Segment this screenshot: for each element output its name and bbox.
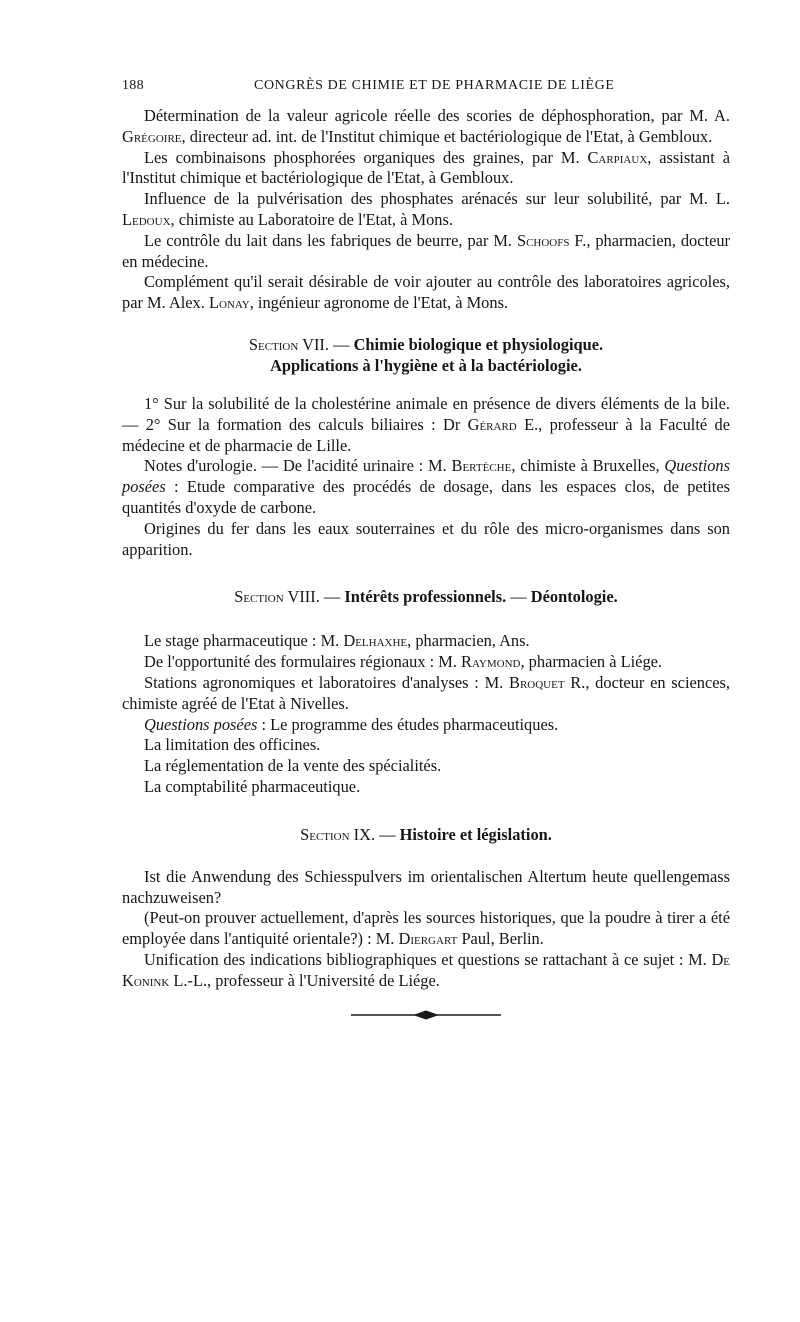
paper-entry: Unification des indications bibliographiques et questions se rattachant à ce sujet : M. De Konink L.-L., professeur à l'Université de Liége. bbox=[122, 949, 730, 990]
section-label: Section IX. bbox=[300, 824, 376, 844]
author-name: Diergart bbox=[398, 929, 458, 949]
section-label: Section VII. bbox=[248, 334, 329, 354]
questions-label: Questions posées bbox=[144, 714, 258, 734]
paper-entry: Questions posées : Le programme des études pharmaceutiques. bbox=[144, 714, 559, 734]
author-name: Gérard bbox=[467, 414, 517, 434]
paper-entry: La comptabilité pharmaceutique. bbox=[144, 776, 361, 796]
paper-entry: De l'opportunité des formulaires régionaux : M. Raymond, pharmacien à Liége. bbox=[144, 652, 663, 672]
section-7-heading: Section VII. — Chimie biologique et physiologique. Applications à l'hygiène et à la bactériologie. bbox=[122, 334, 730, 376]
paper-entry: 1° Sur la solubilité de la cholestérine animale en présence de divers éléments de la bile. — 2° Sur la formation des calculs biliaires : Dr Gérard E., professeur à la Faculté de médecine et de pharmacie de Lille. bbox=[122, 393, 730, 455]
paper-list-section-8 bbox=[122, 631, 730, 797]
section-title: Histoire et législation. bbox=[399, 824, 552, 844]
section-title: Déontologie. bbox=[530, 587, 618, 607]
paper-entry: La limitation des officines. bbox=[144, 735, 321, 755]
paper-entry: Le stage pharmaceutique : M. Delhaxhe, pharmacien, Ans. bbox=[144, 631, 530, 651]
author-name: Broquet bbox=[509, 672, 565, 692]
author-name: Lonay bbox=[208, 293, 250, 313]
paper-entry: Stations agronomiques et laboratoires d'analyses : M. Broquet R., docteur en sciences, chimiste agréé de l'Etat à Nivelles. bbox=[122, 672, 730, 713]
running-header bbox=[122, 78, 730, 100]
section-subtitle: Applications à l'hygiène et à la bactériologie. bbox=[270, 355, 582, 375]
paper-list-section-7 bbox=[122, 394, 730, 560]
author-name: Raymond bbox=[461, 652, 521, 672]
running-title: CONGRÈS DE CHIMIE ET DE PHARMACIE DE LIÈGE bbox=[254, 78, 615, 93]
author-name: Bertèche bbox=[451, 456, 512, 476]
section-8-heading: Section VIII. — Intérêts professionnels. — Déontologie. bbox=[234, 587, 618, 607]
paper-list-section-9 bbox=[122, 867, 730, 992]
paper-entry: Influence de la pulvérisation des phosphates arénacés sur leur solubilité, par M. L. Ledoux, chimiste au Laboratoire de l'Etat, à Mons. bbox=[122, 189, 730, 229]
author-name: De Konink bbox=[122, 949, 730, 990]
section-title: Intérêts professionnels. bbox=[344, 587, 507, 607]
paper-entry: (Peut-on prouver actuellement, d'après les sources historiques, que la poudre à tirer a été employée dans l'antiquité orientale?) : M. Diergart Paul, Berlin. bbox=[122, 908, 730, 949]
document-page bbox=[122, 78, 730, 1022]
paper-entry: Origines du fer dans les eaux souterraines et du rôle des micro-organismes dans son apparition. bbox=[122, 518, 730, 559]
paper-entry: Les combinaisons phosphorées organiques des graines, par M. Carpiaux, assistant à l'Institut chimique et bactériologique de l'Etat, à Gembloux. bbox=[122, 147, 730, 188]
paper-entry: Complément qu'il serait désirable de voir ajouter au contrôle des laboratoires agricoles, par M. Alex. Lonay, ingénieur agronome de l'Etat, à Mons. bbox=[122, 272, 730, 313]
page-number: 188 bbox=[122, 78, 144, 93]
questions-label: Questions posées bbox=[122, 456, 730, 497]
end-ornament-icon bbox=[351, 1008, 501, 1022]
section-label: Section VIII. bbox=[234, 587, 320, 607]
paper-list-section-6 bbox=[122, 106, 730, 314]
paper-entry: Détermination de la valeur agricole réelle des scories de déphosphoration, par M. A. Grégoire, directeur ad. int. de l'Institut chimique et bactériologique de l'Etat, à Gembloux. bbox=[122, 106, 730, 146]
author-name: Grégoire bbox=[122, 126, 182, 146]
author-name: Ledoux bbox=[122, 209, 171, 229]
author-name: Delhaxhe bbox=[343, 631, 408, 651]
paper-entry: Notes d'urologie. — De l'acidité urinaire : M. Bertèche, chimiste à Bruxelles, Questions posées : Etude comparative des procédés de dosage, dans les espaces clos, de petites quantités d'oxyde de carbone. bbox=[122, 456, 730, 517]
section-title: Chimie biologique et physiologique. bbox=[353, 334, 604, 354]
section-9-heading: Section IX. — Histoire et législation. bbox=[300, 824, 552, 844]
author-name: Schoofs bbox=[516, 230, 570, 250]
paper-entry: Ist die Anwendung des Schiesspulvers im orientalischen Altertum heute quellengemass nachzuweisen? bbox=[122, 866, 730, 907]
paper-entry: Le contrôle du lait dans les fabriques de beurre, par M. Schoofs F., pharmacien, docteur en médecine. bbox=[122, 230, 731, 271]
author-name: Carpiaux bbox=[587, 147, 648, 167]
paper-entry: La réglementation de la vente des spécialités. bbox=[144, 756, 442, 776]
